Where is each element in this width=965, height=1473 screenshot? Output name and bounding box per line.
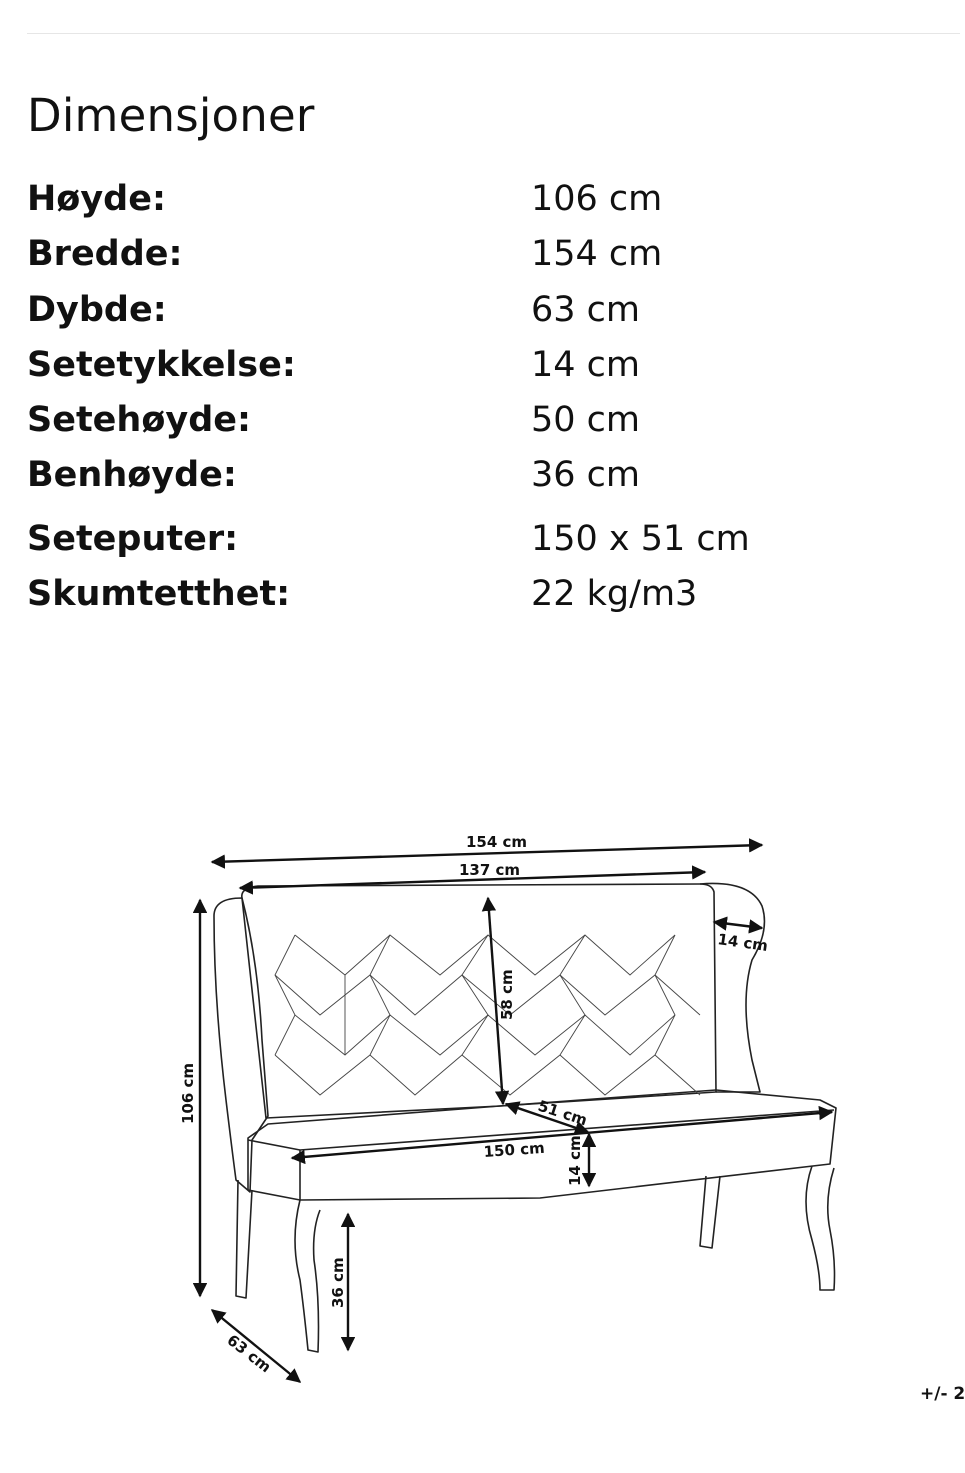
back-left-leg [236, 1180, 252, 1298]
spec-value: 50 cm [531, 400, 640, 440]
spec-row-seat-thickness [27, 343, 927, 387]
front-left-leg [295, 1200, 320, 1352]
spec-row-depth [27, 288, 927, 332]
spec-label: Benhøyde: [27, 455, 237, 495]
front-right-leg [806, 1166, 835, 1290]
label-outer-width: 154 cm [466, 833, 528, 851]
label-inner-width: 137 cm [459, 861, 521, 879]
label-backrest-height: 58 cm [498, 969, 516, 1020]
spec-value: 106 cm [531, 179, 663, 219]
spec-label: Bredde: [27, 234, 183, 274]
tolerance-note: +/- 2 [920, 1384, 965, 1404]
right-arm-shape [700, 883, 764, 1092]
spec-value: 22 kg/m3 [531, 574, 698, 614]
spec-value: 150 x 51 cm [531, 519, 750, 559]
bench-outline [214, 883, 836, 1352]
dim-line-arm-depth [714, 922, 762, 928]
label-seat-thickness: 14 cm [566, 1135, 584, 1186]
label-seat-width: 150 cm [483, 1138, 546, 1161]
spec-value: 14 cm [531, 345, 640, 385]
label-total-height: 106 cm [179, 1062, 197, 1124]
spec-row-seat-height [27, 398, 927, 442]
spec-label: Seteputer: [27, 519, 239, 559]
back-right-leg [700, 1176, 720, 1248]
top-divider [27, 33, 960, 34]
spec-label: Skumtetthet: [27, 574, 291, 614]
spec-label: Dybde: [27, 290, 167, 330]
spec-value: 36 cm [531, 455, 640, 495]
bench-dimension-drawing [150, 820, 870, 1400]
label-total-depth: 63 cm [223, 1330, 275, 1377]
dimension-lines [200, 845, 832, 1382]
spec-label: Setetykkelse: [27, 345, 296, 385]
spec-value: 63 cm [531, 290, 640, 330]
tufting-pattern [275, 935, 700, 1095]
dimensions-heading: Dimensjoner [27, 89, 315, 142]
spec-row-foam-density [27, 572, 927, 616]
label-seat-depth: 51 cm [535, 1096, 590, 1130]
label-arm-depth: 14 cm [716, 930, 770, 956]
spec-value: 154 cm [531, 234, 663, 274]
spec-row-cushions [27, 517, 927, 561]
spec-label: Setehøyde: [27, 400, 251, 440]
spec-row-width [27, 232, 927, 276]
left-arm-shape [214, 898, 268, 1192]
spec-label: Høyde: [27, 179, 166, 219]
spec-row-leg-height [27, 453, 927, 497]
label-leg-height: 36 cm [329, 1257, 347, 1308]
spec-row-height [27, 177, 927, 221]
